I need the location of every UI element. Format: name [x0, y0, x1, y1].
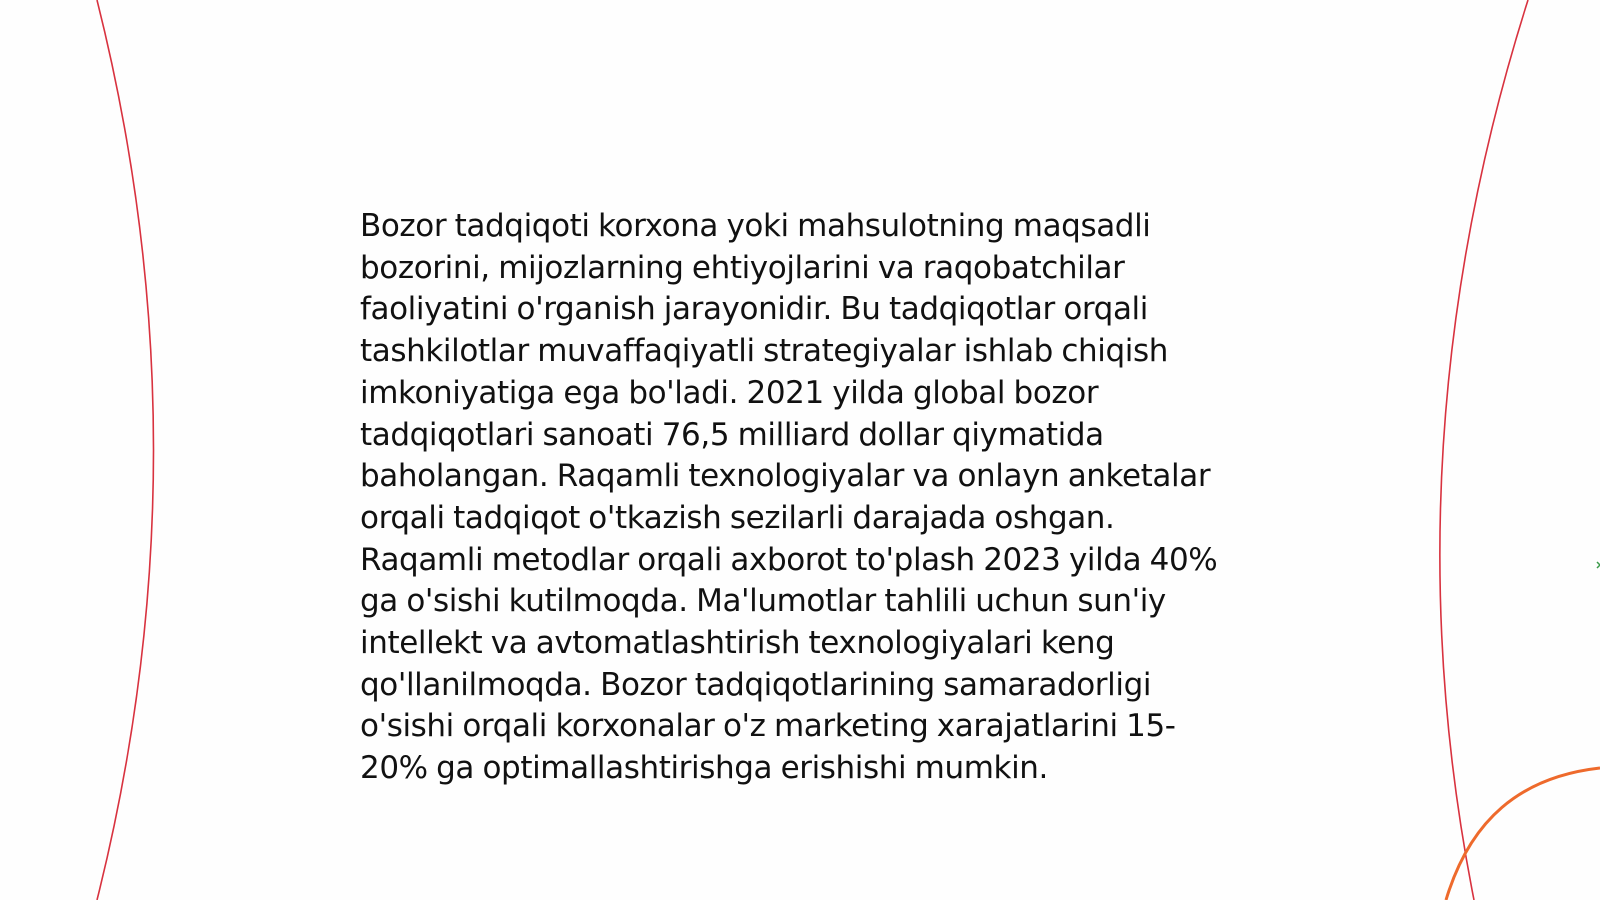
body-paragraph: Bozor tadqiqoti korxona yoki mahsulotning maqsadli bozorini, mijozlarning ehtiyojlarini va raqobatchilar faoliyatini o'rganish jarayonidir. Bu tadqiqotlar orqali tashkilotlar muvaffaqiyatli strategiyalar ishlab chiqish imkoniyatiga ega bo'ladi. 2021 yilda global bozor tadqiqotlari sanoati 76,5 milliard dollar qiymatida baholangan. Raqamli texnologiyalar va onlayn anketalar orqali tadqiqot o'tkazish sezilarli darajada oshgan. Raqamli metodlar orqali axborot to'plash 2023 yilda 40% ga o'sishi kutilmoqda. Ma'lumotlar tahlili uchun sun'iy intellekt va avtomatlashtirish texnologiyalari keng qo'llanilmoqda. Bozor tadqiqotlarining samaradorligi o'sishi orqali korxonalar o'z marketing xarajatlarini 15-20% ga optimallashtirishga erishishi mumkin.	[360, 208, 1218, 787]
orange-arc	[1446, 768, 1600, 900]
right-curve	[1440, 0, 1528, 900]
left-curve	[97, 0, 154, 900]
